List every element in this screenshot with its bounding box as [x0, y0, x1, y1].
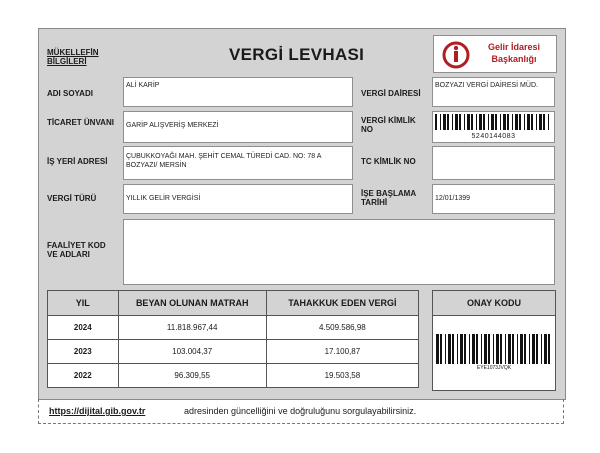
- activity-label: FAALİYET KOD VE ADLARI: [47, 241, 106, 259]
- tax-office-value: BOZYAZI VERGİ DAİRESİ MÜD.: [432, 77, 555, 107]
- barcode-bar: [440, 334, 442, 364]
- address-value: ÇUBUKKOYAĞI MAH. ŞEHİT CEMAL TÜREDİ CAD. NO: 78 A BOZYAZI/ MERSİN: [123, 146, 353, 180]
- barcode-bar: [508, 334, 511, 364]
- barcode-bar: [469, 334, 470, 364]
- approval-code-panel: [432, 290, 556, 391]
- logo-text-line1: Gelir İdaresi: [487, 42, 541, 52]
- barcode-bar: [464, 114, 465, 130]
- tax-id-box: [432, 111, 555, 143]
- name-label: ADI SOYADI: [47, 89, 93, 98]
- start-date-value: 12/01/1399: [432, 184, 555, 214]
- barcode-bar: [443, 114, 446, 130]
- table-row: [48, 316, 419, 340]
- barcode-bar: [541, 334, 542, 364]
- barcode-bar: [531, 114, 533, 130]
- barcode-bar: [503, 114, 506, 130]
- barcode-bar: [500, 334, 502, 364]
- verification-text: adresinden güncelliğini ve doğruluğunu sorgulayabilirsiniz.: [184, 406, 417, 416]
- barcode-bar: [536, 114, 537, 130]
- row-base: 103.004,37: [118, 340, 266, 364]
- logo-text-line2: Başkanlığı: [491, 54, 537, 64]
- barcode-bar: [435, 114, 437, 130]
- activity-value: [123, 219, 555, 285]
- barcode-bar: [543, 114, 545, 130]
- barcode-bar: [447, 114, 449, 130]
- tax-history-table: [47, 290, 419, 388]
- barcode-bar: [519, 114, 521, 130]
- row-year: 2022: [48, 364, 119, 388]
- tax-id-label: VERGİ KİMLİK NO: [361, 116, 416, 134]
- col-base-header: BEYAN OLUNAN MATRAH: [118, 291, 266, 316]
- approval-barcode: [436, 334, 552, 364]
- name-value: ALİ KARİP: [123, 77, 353, 107]
- barcode-bar: [464, 334, 466, 364]
- barcode-bar: [536, 334, 538, 364]
- row-tax: 19.503,58: [266, 364, 418, 388]
- barcode-bar: [457, 334, 458, 364]
- tc-id-value: [432, 146, 555, 180]
- barcode-bar: [479, 114, 482, 130]
- barcode-bar: [529, 334, 530, 364]
- gib-logo-icon: [442, 41, 470, 69]
- barcode-bar: [527, 114, 530, 130]
- tax-id-value: 5240144083: [471, 133, 516, 140]
- barcode-bar: [512, 114, 513, 130]
- tax-type-value: YILLIK GELİR VERGİSİ: [123, 184, 353, 214]
- barcode-bar: [544, 334, 547, 364]
- barcode-bar: [517, 334, 518, 364]
- barcode-bar: [460, 334, 463, 364]
- row-tax: 4.509.586,98: [266, 316, 418, 340]
- row-base: 96.309,55: [118, 364, 266, 388]
- barcode-bar: [524, 114, 525, 130]
- row-base: 11.818.967,44: [118, 316, 266, 340]
- barcode-bar: [548, 114, 549, 130]
- barcode-bar: [539, 114, 542, 130]
- approval-code-label: ONAY KODU: [433, 291, 555, 316]
- barcode-bar: [524, 334, 526, 364]
- barcode-bar: [488, 334, 490, 364]
- barcode-bar: [507, 114, 509, 130]
- gib-link[interactable]: https://dijital.gib.gov.tr: [49, 406, 146, 416]
- col-year-header: YIL: [48, 291, 119, 316]
- barcode-bar: [445, 334, 446, 364]
- trade-name-label: TİCARET ÜNVANI: [47, 118, 114, 127]
- gib-logo: [433, 35, 557, 73]
- barcode-bar: [496, 334, 499, 364]
- trade-name-value: GARİP ALIŞVERİŞ MERKEZİ: [123, 111, 353, 143]
- page-title: VERGİ LEVHASI: [229, 45, 365, 64]
- tax-office-label: VERGİ DAİRESİ: [361, 89, 421, 98]
- barcode-bar: [484, 334, 487, 364]
- verification-footer: [38, 399, 564, 424]
- row-year: 2024: [48, 316, 119, 340]
- table-row: [48, 340, 419, 364]
- barcode-bar: [440, 114, 441, 130]
- barcode-bar: [493, 334, 494, 364]
- barcode-bar: [483, 114, 485, 130]
- table-row: [48, 364, 419, 388]
- barcode-bar: [436, 334, 439, 364]
- taxpayer-info-label: MÜKELLEFİN BİLGİLERİ: [47, 48, 99, 66]
- barcode-bar: [500, 114, 501, 130]
- barcode-bar: [515, 114, 518, 130]
- barcode-bar: [472, 334, 475, 364]
- tc-id-label: TC KİMLİK NO: [361, 157, 416, 166]
- tax-id-barcode: [435, 114, 552, 130]
- barcode-bar: [532, 334, 535, 364]
- barcode-bar: [452, 114, 453, 130]
- barcode-bar: [448, 334, 451, 364]
- barcode-bar: [495, 114, 497, 130]
- barcode-bar: [459, 114, 461, 130]
- barcode-bar: [491, 114, 494, 130]
- barcode-bar: [476, 114, 477, 130]
- start-date-label: İŞE BAŞLAMA TARİHİ: [361, 189, 416, 207]
- address-label: İŞ YERİ ADRESİ: [47, 157, 108, 166]
- barcode-bar: [505, 334, 506, 364]
- barcode-bar: [467, 114, 470, 130]
- barcode-bar: [455, 114, 458, 130]
- barcode-bar: [452, 334, 454, 364]
- row-year: 2023: [48, 340, 119, 364]
- barcode-bar: [512, 334, 514, 364]
- tax-plate-sheet: [38, 28, 566, 400]
- barcode-bar: [488, 114, 489, 130]
- barcode-bar: [476, 334, 478, 364]
- barcode-bar: [520, 334, 523, 364]
- barcode-bar: [548, 334, 550, 364]
- barcode-bar: [481, 334, 482, 364]
- col-tax-header: TAHAKKUK EDEN VERGİ: [266, 291, 418, 316]
- approval-code-value: EYE1073JVQK: [476, 365, 512, 371]
- table-header-row: [48, 291, 419, 316]
- row-tax: 17.100,87: [266, 340, 418, 364]
- barcode-bar: [471, 114, 473, 130]
- tax-type-label: VERGİ TÜRÜ: [47, 194, 97, 203]
